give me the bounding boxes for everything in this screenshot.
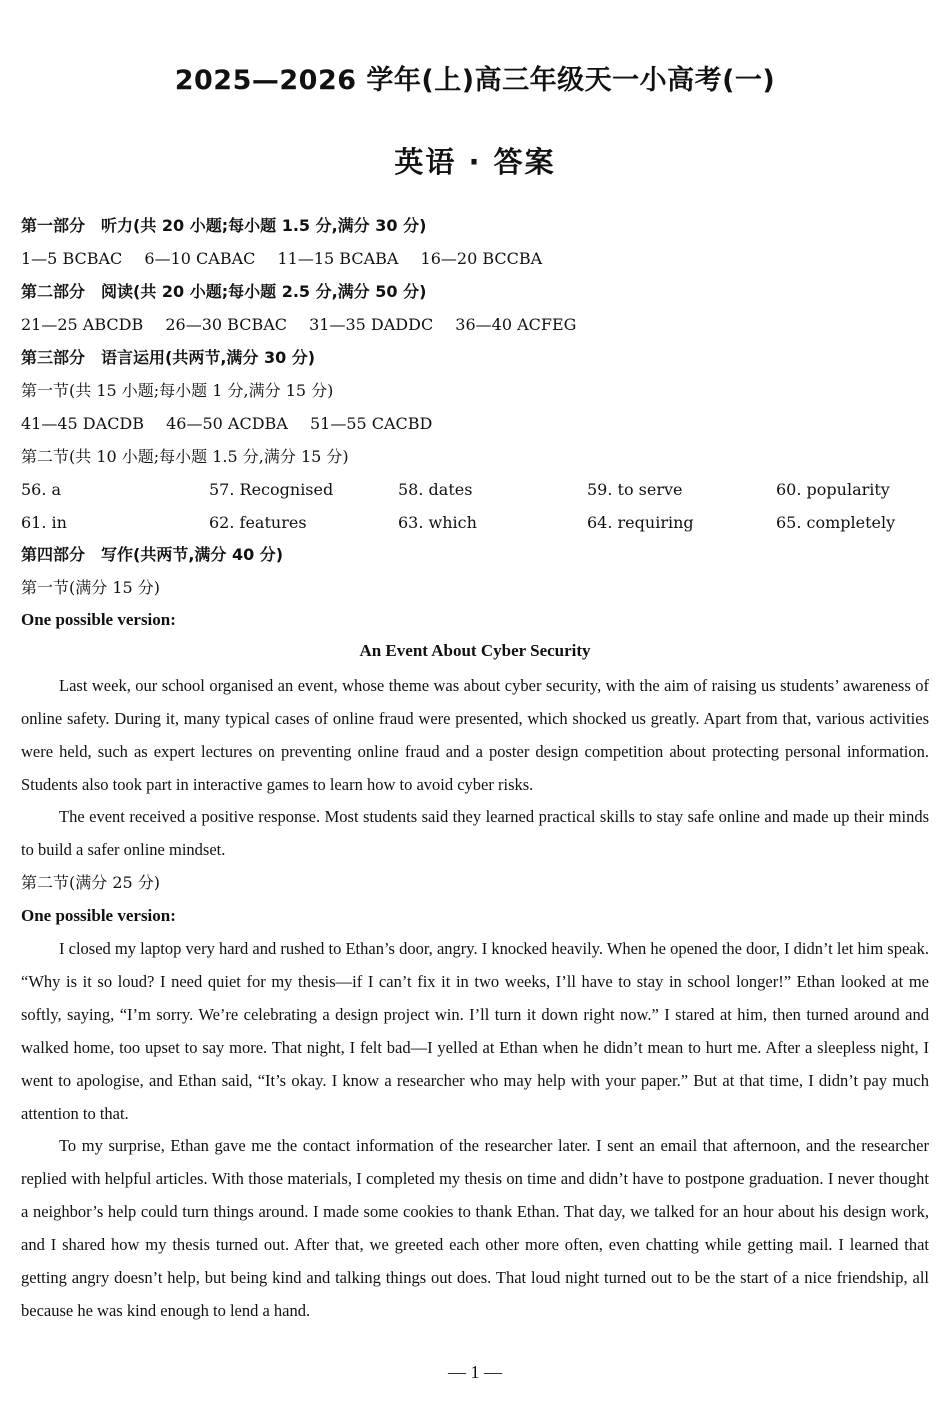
fill-answer: 56. a <box>21 480 62 499</box>
fill-answer: 65. completely <box>776 513 896 532</box>
version-label: One possible version: <box>21 610 176 629</box>
part4-section1-heading: 第一节(满分 15 分) <box>21 578 161 597</box>
part1-heading: 第一部分 听力(共 20 小题;每小题 1.5 分,满分 30 分) <box>21 216 427 235</box>
version-label: One possible version: <box>21 906 176 925</box>
answer-group: 1—5 BCBAC <box>21 249 123 268</box>
part3-heading: 第三部分 语言运用(共两节,满分 30 分) <box>21 348 316 367</box>
part1-answers <box>21 248 559 270</box>
page-title: 2025—2026 学年(上)高三年级天一小高考(一) <box>174 65 776 96</box>
fill-answer: 58. dates <box>398 480 473 499</box>
answer-group: 11—15 BCABA <box>277 249 399 268</box>
part2-answers <box>21 314 593 336</box>
story-paragraph: To my surprise, Ethan gave me the contact information of the researcher later. I sent an email that afternoon, and the researcher replied with helpful articles. With those materials, I completed my thesis on time and didn’t have to postpone graduation. I never thought a neighbor’s help could turn things around. I made some cookies to thank Ethan. That day, we talked for an hour about his design work, and I shared how my thesis turned out. After that, we greeted each other more often, even chatting while getting mail. I learned that getting angry doesn’t help, but being kind and talking things out does. That loud night turned out to be the start of a nice friendship, all because he was kind enough to lend a hand. <box>21 1136 929 1320</box>
fill-answer: 59. to serve <box>587 480 683 499</box>
part4-heading: 第四部分 写作(共两节,满分 40 分) <box>21 545 284 564</box>
page-subtitle: 英语 · 答案 <box>394 145 556 179</box>
part4-section2-heading: 第二节(满分 25 分) <box>21 873 161 892</box>
answer-group: 6—10 CABAC <box>144 249 256 268</box>
story-paragraph: I closed my laptop very hard and rushed to Ethan’s door, angry. I knocked heavily. When he opened the door, I didn’t let him speak. “Why is it so loud? I need quiet for my thesis—if I can’t fix it in two weeks, I’ll have to stay in school longer!” Ethan looked at me softly, saying, “I’m sorry. We’re celebrating a design project win. I’ll turn it down right now.” I stared at him, then turned around and walked home, too upset to say more. That night, I felt bad—I yelled at Ethan when he didn’t mean to hurt me. After a sleepless night, I went to apologise, and Ethan said, “It’s okay. I know a researcher who may help with your paper.” But at that time, I didn’t pay much attention to that. <box>21 939 929 1123</box>
part2-heading: 第二部分 阅读(共 20 小题;每小题 2.5 分,满分 50 分) <box>21 282 427 301</box>
fill-answer: 57. Recognised <box>209 480 334 499</box>
essay-title: An Event About Cyber Security <box>359 641 591 660</box>
answer-group: 21—25 ABCDB <box>21 315 144 334</box>
fill-answer: 61. in <box>21 513 67 532</box>
answer-group: 51—55 CACBD <box>309 414 433 433</box>
answer-group: 26—30 BCBAC <box>165 315 287 334</box>
answer-group: 46—50 ACDBA <box>166 414 288 433</box>
fill-answer: 62. features <box>209 513 307 532</box>
part3-section2-heading: 第二节(共 10 小题;每小题 1.5 分,满分 15 分) <box>21 447 349 466</box>
page-number: — 1 — <box>448 1362 502 1382</box>
fill-answer: 64. requiring <box>587 513 694 532</box>
answer-group: 16—20 BCCBA <box>420 249 543 268</box>
part3-section1-answers <box>21 413 449 435</box>
essay-paragraph: The event received a positive response. Most students said they learned practical skills to stay safe online and made up their minds to build a safer online mindset. <box>21 807 929 859</box>
answer-group: 36—40 ACFEG <box>455 315 577 334</box>
essay-paragraph: Last week, our school organised an event, whose theme was about cyber security, with the aim of raising us students’ awareness of online safety. During it, many typical cases of online fraud were presented, which shocked us greatly. Apart from that, various activities were held, such as expert lectures on preventing online fraud and a poster design competition about protecting personal information. Students also took part in interactive games to learn how to avoid cyber risks. <box>21 676 929 794</box>
answer-group: 41—45 DACDB <box>21 414 145 433</box>
fill-answer: 63. which <box>398 513 477 532</box>
answer-group: 31—35 DADDC <box>309 315 434 334</box>
fill-answer: 60. popularity <box>776 480 890 499</box>
part3-section1-heading: 第一节(共 15 小题;每小题 1 分,满分 15 分) <box>21 381 334 400</box>
